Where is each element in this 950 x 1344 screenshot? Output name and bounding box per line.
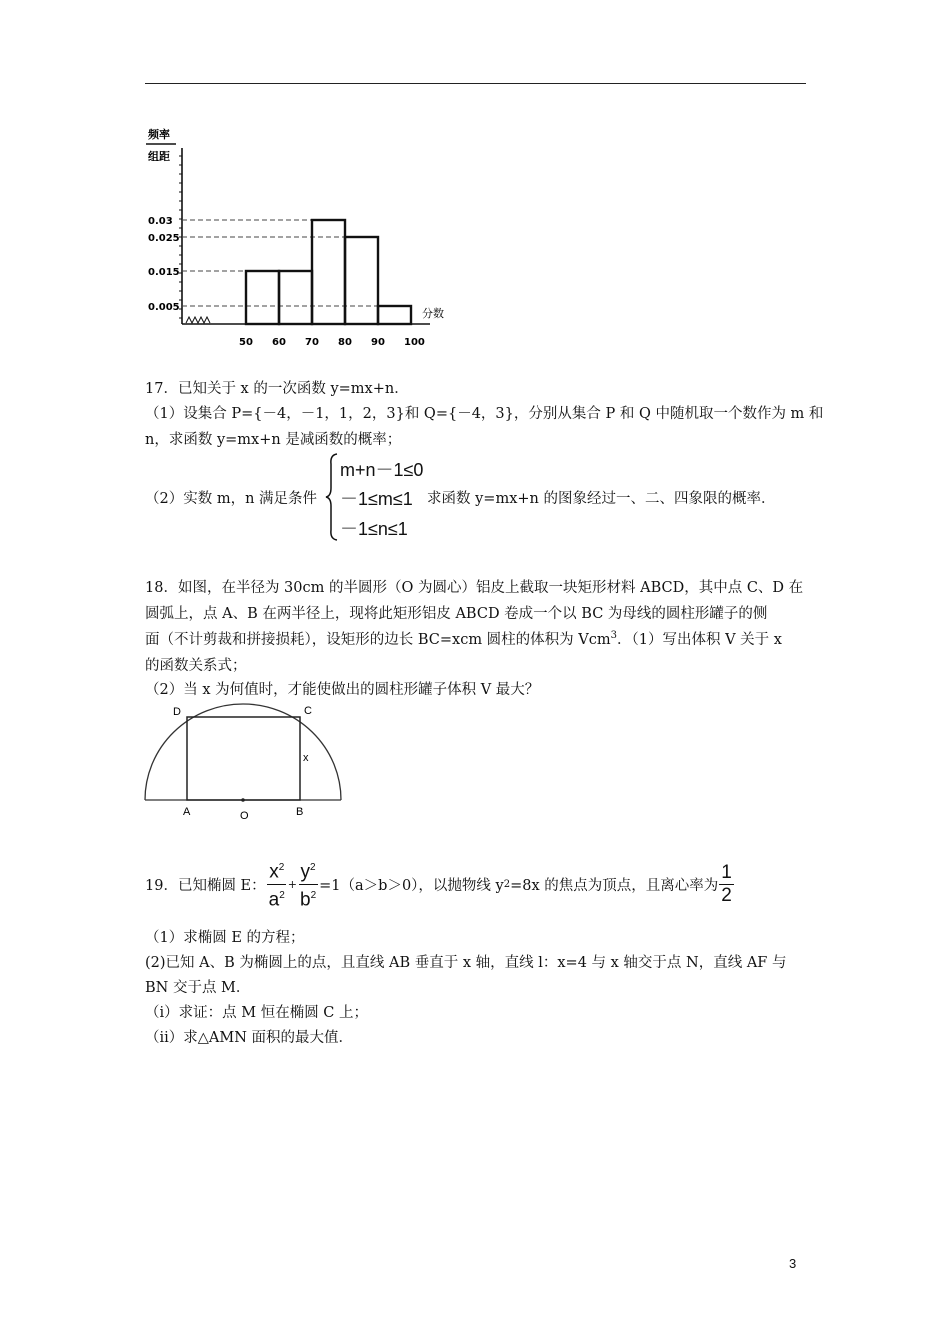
- x-tick-label: 70: [305, 337, 319, 348]
- q17-part1-line1: （1）设集合 P={－4，－1，1，2，3}和 Q={－4，3}，分别从集合 P 和 Q 中随机取一个数作为 m 和: [145, 406, 824, 422]
- parabola-exponent: 2: [503, 878, 511, 890]
- label-b: B: [296, 806, 304, 818]
- q17-part1-line2: n，求函数 y=mx+n 是减函数的概率；: [145, 432, 402, 448]
- plus-sign: +: [287, 877, 298, 891]
- q19-prefix: 19．已知椭圆 E：: [145, 877, 266, 894]
- volume-unit-exponent: 3: [610, 630, 618, 642]
- q19-statement: [145, 856, 735, 912]
- histogram-bar: [345, 237, 378, 324]
- x-tick-label: 90: [371, 337, 385, 348]
- q18-line3: [145, 628, 782, 649]
- histogram-bar: [246, 271, 279, 324]
- q17-part2: [145, 452, 845, 542]
- x-tick-label: 60: [272, 337, 286, 348]
- center-point-o: [241, 798, 245, 802]
- histogram-bar: [312, 220, 345, 324]
- q18-line1: 18．如图，在半径为 30cm 的半圆形（O 为圆心）铝皮上截取一块矩形材料 ABCD，其中点 C、D 在: [145, 580, 804, 596]
- y-tick-label: 0.005: [148, 302, 180, 313]
- label-a: A: [183, 806, 191, 818]
- rectangle-abcd: [187, 717, 300, 800]
- q17-part2-prefix: （2）实数 m，n 满足条件: [145, 491, 318, 507]
- page-number: 3: [789, 1256, 797, 1271]
- q19-part-i: （ⅰ）求证：点 M 恒在椭圆 C 上；: [145, 1005, 369, 1021]
- fraction-x2-a2: $\frac{x^2}{a^2}$: [267, 857, 287, 911]
- y-tick-label: 0.03: [148, 216, 173, 227]
- q19-part-ii: （ⅱ）求△AMN 面积的最大值．: [145, 1030, 354, 1046]
- y-axis-label-top: 频率: [148, 128, 170, 141]
- histogram-bar: [378, 306, 411, 324]
- x-tick-label: 100: [404, 337, 425, 348]
- q18-line5: （2）当 x 为何值时，才能使做出的圆柱形罐子体积 V 最大？: [145, 682, 540, 698]
- y-tick-label: 0.025: [148, 233, 180, 244]
- q18-line4: 的函数关系式；: [145, 658, 247, 674]
- q17-title: 17．已知关于 x 的一次函数 y=mx+n．: [145, 381, 409, 397]
- header-rule: [145, 83, 806, 84]
- q19-part2-line2: BN 交于点 M．: [145, 980, 251, 996]
- label-x: x: [303, 752, 309, 764]
- histogram-marks: [148, 148, 430, 348]
- fraction-eccentricity: $\frac{1}{2}$: [721, 861, 732, 906]
- condition-1: m+n－1≤0: [340, 460, 424, 480]
- left-brace-icon: [325, 452, 339, 542]
- semicircle-arc: [145, 704, 341, 800]
- x-axis-label: 分数: [422, 307, 444, 320]
- q19-equation-text: =1（a＞b＞0），以抛物线 y: [319, 877, 504, 894]
- semicircle-rectangle-figure: [140, 698, 350, 828]
- q18-line3-text-b: ．（1）写出体积 V 关于 x: [617, 632, 782, 648]
- y-tick-label: 0.015: [148, 267, 180, 278]
- q19-mid-text: =8x 的焦点为顶点，且离心率为: [510, 877, 719, 894]
- q18-line2: 圆弧上，点 A、B 在两半径上，现将此矩形铝皮 ABCD 卷成一个以 BC 为母线的圆柱形罐子的侧: [145, 606, 768, 622]
- q18-line3-text-a: 面（不计剪裁和拼接损耗），设矩形的边长 BC=xcm 圆柱的体积为 Vcm: [145, 632, 611, 648]
- histogram-bar: [279, 271, 312, 324]
- y-axis-label-bottom: 组距: [148, 150, 170, 163]
- frequency-histogram: [140, 120, 470, 355]
- x-tick-label: 80: [338, 337, 352, 348]
- condition-3: －1≤n≤1: [340, 519, 408, 539]
- label-o: O: [240, 810, 249, 822]
- label-d: D: [173, 706, 181, 718]
- q17-part2-suffix: 求函数 y=mx+n 的图象经过一、二、四象限的概率．: [427, 491, 776, 507]
- axis-break-mark: [186, 317, 210, 323]
- x-tick-label: 50: [239, 337, 253, 348]
- q19-part2-line1: (2)已知 A、B 为椭圆上的点，且直线 AB 垂直于 x 轴，直线 l：x=4 与 x 轴交于点 N，直线 AF 与: [145, 955, 787, 971]
- fraction-y2-b2: $\frac{y^2}{b^2}$: [298, 857, 318, 911]
- condition-2: －1≤m≤1: [340, 489, 413, 509]
- label-c: C: [304, 705, 312, 717]
- q19-part1: （1）求椭圆 E 的方程；: [145, 930, 305, 946]
